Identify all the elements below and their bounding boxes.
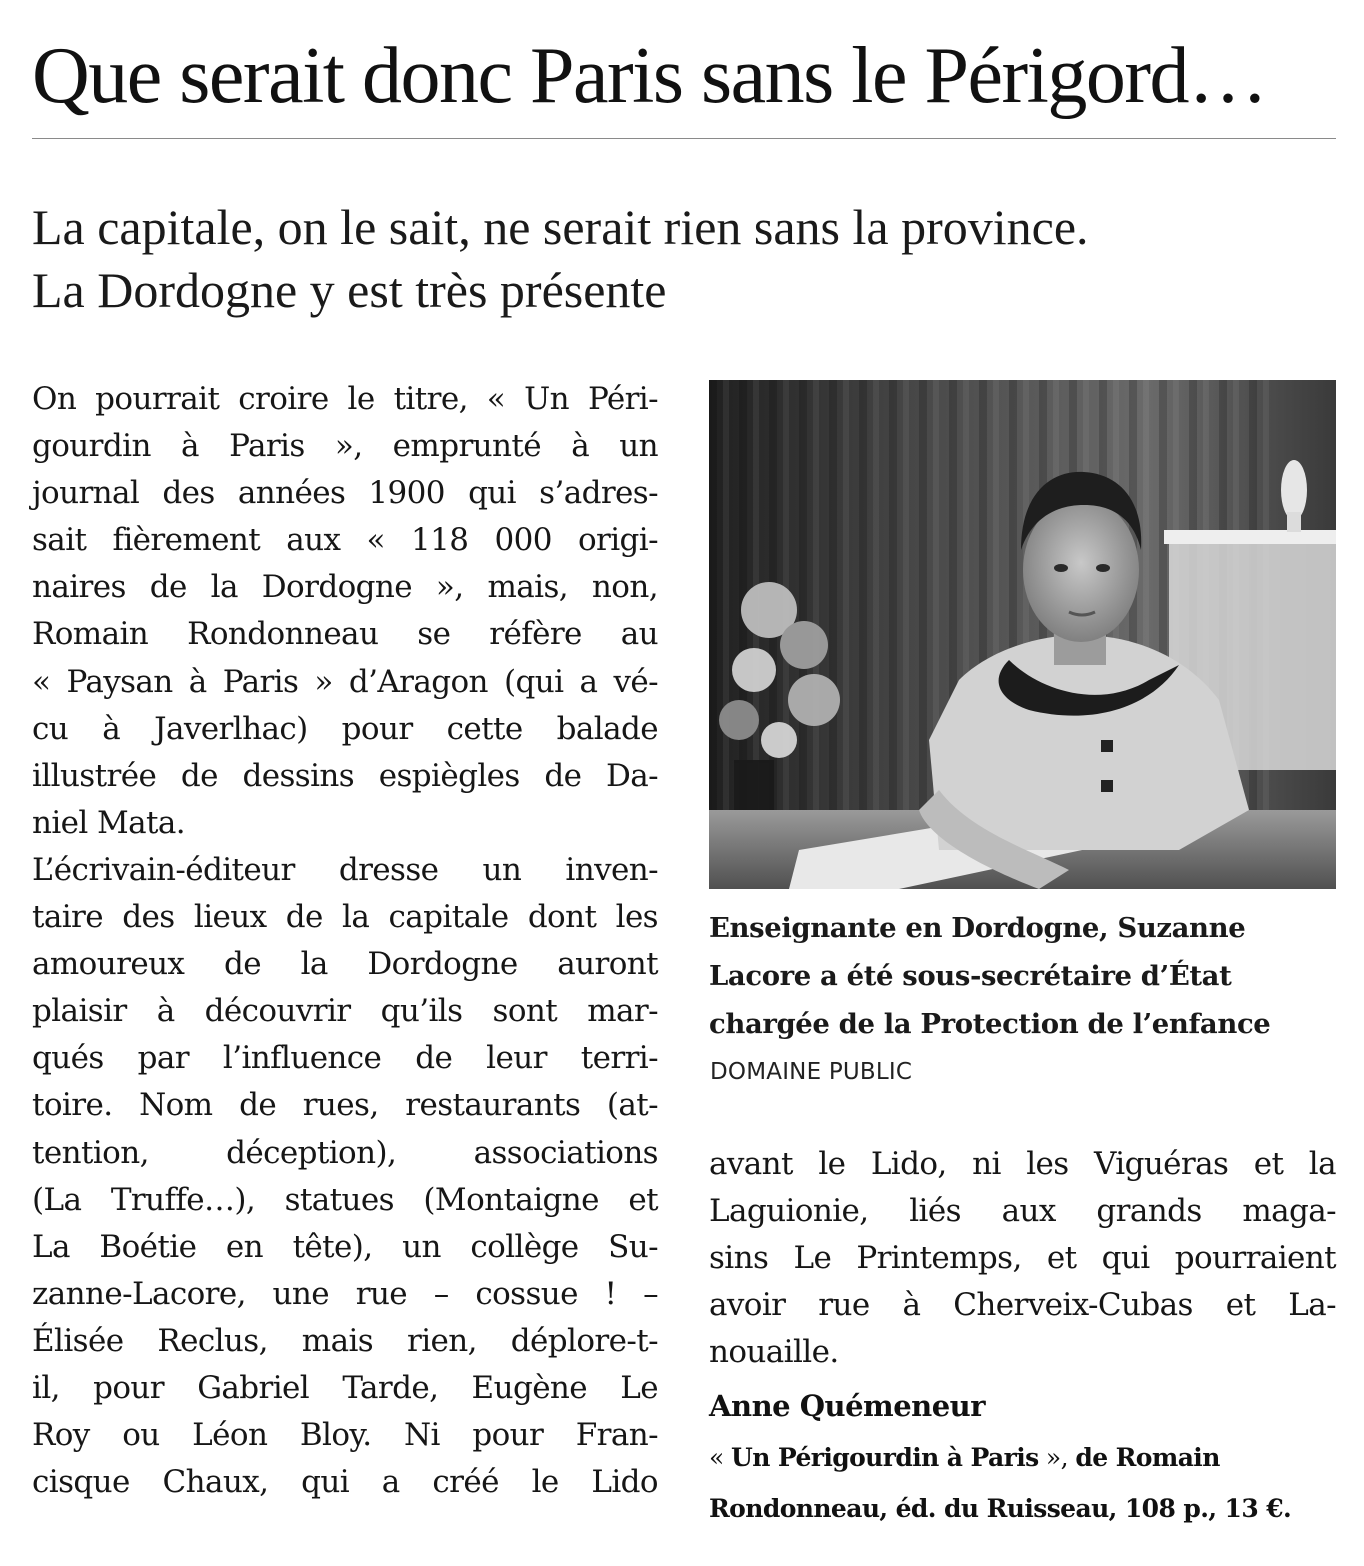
headline: Que serait donc Paris sans le Périgord… [32, 32, 1267, 120]
close-quote: », [1038, 1443, 1076, 1472]
body-line: zanne-Lacore, une rue – cossue ! – [32, 1275, 658, 1312]
book-reference-line [709, 1432, 1339, 1483]
body-line: toire. Nom de rues, restaurants (at- [32, 1087, 658, 1124]
standfirst-line: La Dordogne y est très présente [32, 262, 667, 318]
book-reference-line [709, 1483, 1339, 1534]
book-reference [709, 1432, 1339, 1534]
body-line: La Boétie en tête), un collège Su- [32, 1228, 658, 1265]
body-line: taire des lieux de la capitale dont les [32, 899, 658, 936]
body-line: gourdin à Paris », emprunté à un [32, 428, 658, 465]
body-line: Romain Rondonneau se réfère au [32, 616, 658, 653]
body-line: cu à Javerlhac) pour cette balade [32, 710, 658, 747]
portrait-photo [709, 380, 1336, 889]
body-line: journal des années 1900 qui s’adres- [32, 475, 658, 512]
standfirst [32, 196, 1332, 322]
article-body-right-column [709, 1141, 1336, 1376]
body-line: sait fièrement aux « 118 000 origi- [32, 522, 658, 559]
book-title: Un Périgourdin à Paris [731, 1443, 1039, 1472]
book-publication-details: Rondonneau, éd. du Ruisseau, 108 p., 13 €. [709, 1494, 1292, 1523]
body-line: illustrée de dessins espiègles de Da- [32, 757, 658, 794]
body-line: Laguionie, liés aux grands maga- [709, 1193, 1336, 1230]
body-line: qués par l’influence de leur terri- [32, 1040, 658, 1077]
caption-line: chargée de la Protection de l’enfance [709, 1008, 1271, 1040]
body-line: sins Le Printemps, et qui pourraient [709, 1240, 1336, 1277]
article-body-left-column [32, 376, 658, 1506]
caption-line: Enseignante en Dordogne, Suzanne [709, 912, 1246, 944]
body-line: cisque Chaux, qui a créé le Lido [32, 1464, 658, 1501]
body-line: nouaille. [709, 1334, 839, 1371]
standfirst-line: La capitale, on le sait, ne serait rien sans la province. [32, 199, 1089, 255]
body-line: On pourrait croire le titre, « Un Péri- [32, 381, 658, 417]
body-line: avant le Lido, ni les Viguéras et la [709, 1146, 1336, 1182]
body-line: avoir rue à Cherveix-Cubas et La- [709, 1287, 1336, 1324]
body-line: niel Mata. [32, 804, 186, 841]
author-signature: Anne Quémeneur [709, 1389, 986, 1423]
body-line: L’écrivain-éditeur dresse un inven- [32, 851, 658, 888]
body-line: (La Truffe…), statues (Montaigne et [32, 1181, 658, 1218]
open-quote: « [709, 1443, 732, 1472]
photo-caption [709, 904, 1339, 1048]
body-line: amoureux de la Dordogne auront [32, 946, 658, 983]
body-line: il, pour Gabriel Tarde, Eugène Le [32, 1369, 658, 1406]
body-line: Élisée Reclus, mais rien, déplore-t- [32, 1322, 658, 1359]
headline-divider [32, 138, 1336, 139]
book-author-prefix: de Romain [1075, 1443, 1220, 1472]
body-line: tention, déception), associations [32, 1134, 658, 1171]
caption-line: Lacore a été sous-secrétaire d’État [709, 960, 1232, 992]
body-line: plaisir à découvrir qu’ils sont mar- [32, 993, 658, 1030]
body-line: Roy ou Léon Bloy. Ni pour Fran- [32, 1417, 658, 1454]
body-line: naires de la Dordogne », mais, non, [32, 569, 658, 606]
photo-credit: DOMAINE PUBLIC [710, 1059, 913, 1085]
body-line: « Paysan à Paris » d’Aragon (qui a vé- [32, 663, 658, 700]
